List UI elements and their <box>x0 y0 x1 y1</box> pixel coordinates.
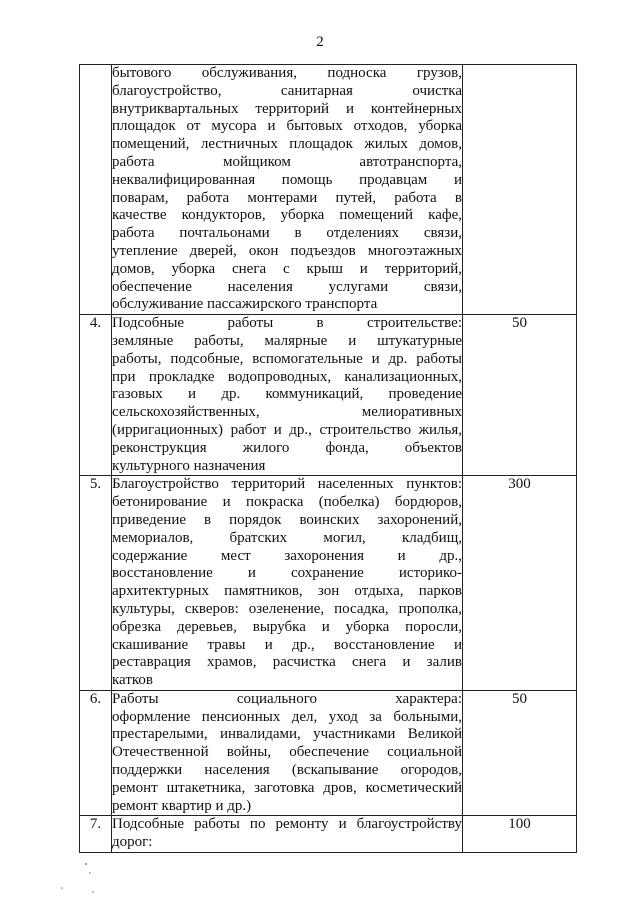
description-line: приведение в порядок воинских захоронений, <box>112 511 462 528</box>
table-row <box>80 476 577 691</box>
description-line: содержание мест захоронения и др., <box>112 547 462 564</box>
description-line: Отечественной войны, обеспечение социальной <box>112 744 462 761</box>
description-line: благоустройство, санитарная очистка <box>112 82 462 99</box>
work-description <box>112 476 463 691</box>
description-line: ремонт квартир и др.) <box>112 797 252 814</box>
description-line: работа почтальонами в отделениях связи, <box>112 225 462 242</box>
description-line: ремонт штакетника, заготовка дров, косметический <box>112 779 462 796</box>
table-row <box>80 816 577 853</box>
description-line: сельскохозяйственных, мелиоративных <box>112 404 462 421</box>
scan-marks <box>60 862 120 902</box>
page-number: 2 <box>316 34 324 50</box>
description-line: обслуживание пассажирского транспорта <box>112 296 378 313</box>
description-line: газовых и др. коммуникаций, проведение <box>112 386 462 403</box>
description-line: обрезка деревьев, вырубка и уборка поросли, <box>112 618 462 635</box>
table-row <box>80 315 577 476</box>
description-line: скашивание травы и др., восстановление и <box>112 636 462 653</box>
description-line: (ирригационных) работ и др., строительство жилья, <box>112 421 462 438</box>
work-description <box>112 816 463 853</box>
description-line: качестве кондукторов, уборка помещений кафе, <box>112 207 462 224</box>
description-line: реконструкция жилого фонда, объектов <box>112 439 462 456</box>
description-line: бетонирование и покраска (побелка) бордюров, <box>112 494 462 511</box>
description-line: при прокладке водопроводных, канализационных, <box>112 368 462 385</box>
table-row <box>80 690 577 816</box>
description-line: внутриквартальных территорий и контейнерных <box>112 100 462 117</box>
description-line: поварам, работа монтерами путей, работа в <box>112 189 462 206</box>
description-line: поддержки населения (вскапывание огородов, <box>112 762 462 779</box>
description-line: престарелыми, инвалидами, участниками Великой <box>112 726 462 743</box>
quantity-cell: 50 <box>463 315 577 476</box>
description-line: культурного назначения <box>112 457 266 474</box>
description-line: дорог: <box>112 834 153 851</box>
description-line: катков <box>112 672 153 689</box>
description-line: Благоустройство территорий населенных пунктов: <box>112 476 462 493</box>
description-line: бытового обслуживания, подноска грузов, <box>112 65 462 81</box>
description-line: культуры, скверов: озеленение, посадка, прополка, <box>112 600 462 617</box>
description-line: работа мойщиком автотранспорта, <box>112 153 462 170</box>
row-number: 4. <box>80 315 112 476</box>
public-works-table <box>79 64 577 853</box>
description-line: восстановление и сохранение историко- <box>112 565 462 582</box>
description-line: домов, уборка снега с крыш и территорий, <box>112 260 462 277</box>
description-line: помещений, лестничных площадок жилых домов, <box>112 136 462 153</box>
description-line: работы, подсобные, вспомогательные и др. работы <box>112 350 462 367</box>
description-line: утепление дверей, окон подъездов многоэтажных <box>112 242 462 259</box>
description-line: мемориалов, братских могил, кладбищ, <box>112 529 462 546</box>
work-description <box>112 315 463 476</box>
work-description <box>112 65 463 315</box>
description-line: обеспечение населения услугами связи, <box>112 278 462 295</box>
quantity-cell: 50 <box>463 690 577 816</box>
row-number: 7. <box>80 816 112 853</box>
description-line: неквалифицированная помощь продавцам и <box>112 171 462 188</box>
description-line: оформление пенсионных дел, уход за больными, <box>112 708 462 725</box>
description-line: площадок от мусора и бытовых отходов, уборка <box>112 118 462 135</box>
row-number: 6. <box>80 690 112 816</box>
row-number: 5. <box>80 476 112 691</box>
description-line: Подсобные работы в строительстве: <box>112 315 462 332</box>
table-body <box>80 65 577 853</box>
quantity-cell <box>463 65 577 315</box>
work-description <box>112 690 463 816</box>
description-line: реставрация храмов, расчистка снега и залив <box>112 654 462 671</box>
description-line: земляные работы, малярные и штукатурные <box>112 332 462 349</box>
description-line: Подсобные работы по ремонту и благоустройству <box>112 816 462 833</box>
description-line: Работы социального характера: <box>112 690 462 707</box>
table-row <box>80 65 577 315</box>
quantity-cell: 300 <box>463 476 577 691</box>
quantity-cell: 100 <box>463 816 577 853</box>
row-number <box>80 65 112 315</box>
description-line: архитектурных памятников, зон отдыха, парков <box>112 583 462 600</box>
